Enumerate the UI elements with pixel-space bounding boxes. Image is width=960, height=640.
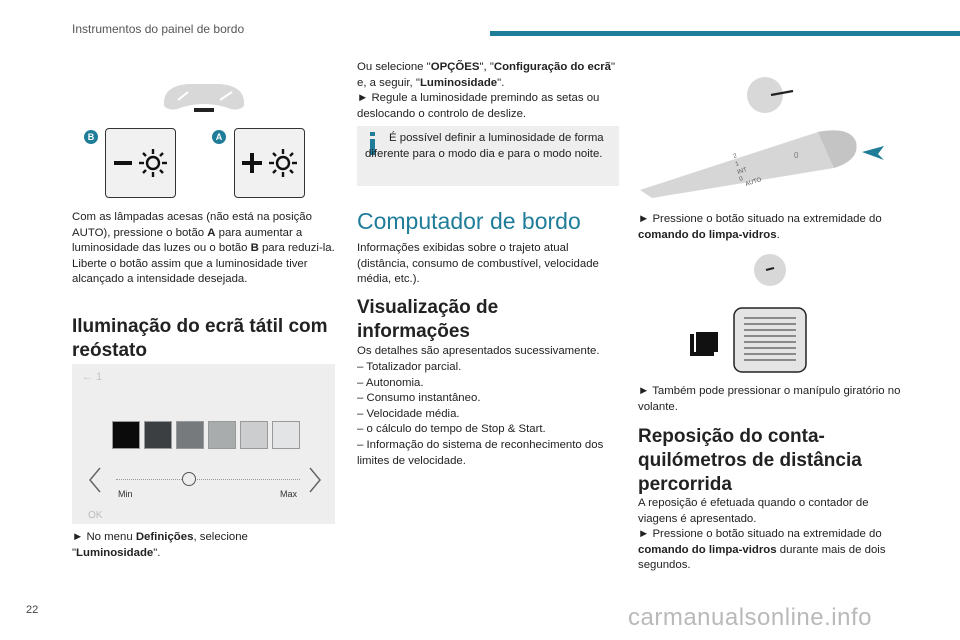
wiper-stalk-illustration [638,120,888,200]
button-b-badge: B [84,130,98,144]
dimmer-instructions: Com as lâmpadas acesas (não está na posição AUTO), pressione o botão A para aumentar a luminosidade das luzes ou o botão B para reduzi-la. Liberte o botão assim que a luminosidade tiver alcançado a intensidade desejada. [72,211,335,286]
steering-wheel-thumbwheel-icon [752,252,792,292]
thumbwheel-illustration [686,304,810,376]
thumbwheel-instructions: ► Também pode pressionar o manípulo giratório no volante. [638,385,901,413]
reset-instructions: ► Pressione o botão situado na extremidade do comando do limpa-vidros durante mais de dois segundos. [638,528,886,572]
options-instructions: Ou selecione "OPÇÕES", "Configuração do ecrã" e, a seguir, "Luminosidade". ► Regule a luminosidade premindo as setas ou deslocando o controlo de deslize. [357,61,616,120]
instrument-cluster-icon [158,78,250,118]
info-text-flow: É possível definir a luminosidade de forma diferente para o modo dia e para o modo noite. [365,132,604,160]
brightness-swatch[interactable] [272,421,300,449]
slider-min-label: Min [118,489,133,499]
stalk-label: AUTO [744,177,763,188]
section-heading-touchscreen: Iluminação do ecrã tátil com reóstato [72,316,328,361]
brightness-swatch[interactable] [176,421,204,449]
stalk-label: 0 [738,176,744,183]
brightness-swatch[interactable] [144,421,172,449]
back-button[interactable]: ← 1 [82,371,103,383]
info-list [357,360,619,469]
running-header: Instrumentos do painel de bordo [72,22,245,36]
brightness-swatch[interactable] [208,421,236,449]
watermark: carmanualsonline.info [628,604,872,631]
list-item: – Consumo instantâneo. [357,392,481,405]
slider-knob[interactable] [182,472,196,486]
menu-instructions: ► No menu Definições, selecione "Luminosidade". [72,531,248,559]
display-intro: Os detalhes são apresentados sucessivamente. [357,345,600,357]
list-item: – o cálculo do tempo de Stop & Start. [357,423,546,436]
slider-max-label: Max [280,489,298,499]
list-item: – Autonomia. [357,376,424,389]
section-heading-reset: Reposição do conta-quilómetros de distância percorrida [638,426,862,495]
page-number: 22 [26,604,39,616]
dimmer-plus-button[interactable] [234,128,305,198]
trip-computer-description: Informações exibidas sobre o trajeto atual (distância, consumo de combustível, velocidade média, etc.). [357,242,599,286]
brightness-swatch[interactable] [112,421,140,449]
button-a-badge: A [212,130,226,144]
brightness-screen [72,364,335,524]
ok-button[interactable]: OK [88,510,103,521]
stalk-label: 0 [794,151,799,160]
header-accent-bar [490,31,960,36]
press-arrow-icon [862,146,884,160]
stalk-label: 2 [732,153,738,160]
minus-sun-icon [106,129,175,197]
section-heading-display: Visualização de informações [357,297,499,342]
stalk-instructions: ► Pressione o botão situado na extremidade do comando do limpa-vidros. [638,213,882,241]
slider-track[interactable] [116,479,300,480]
plus-sun-icon [235,129,304,197]
brightness-swatch[interactable] [240,421,268,449]
steering-wheel-icon [745,75,795,115]
list-item: – Totalizador parcial. [357,361,462,373]
stalk-label: 1 [734,161,740,168]
arrow-right-icon[interactable] [304,466,324,494]
section-title-trip-computer: Computador de bordo [357,208,581,234]
info-note [357,126,619,186]
list-item: – Informação do sistema de reconhecimento dos limites de velocidade. [357,438,604,467]
list-item: – Velocidade média. [357,407,460,420]
stalk-label: INT [736,167,748,176]
arrow-left-icon[interactable] [86,466,106,494]
dimmer-minus-button[interactable] [105,128,176,198]
reset-description: A reposição é efetuada quando o contador de viagens é apresentado. [638,497,869,525]
